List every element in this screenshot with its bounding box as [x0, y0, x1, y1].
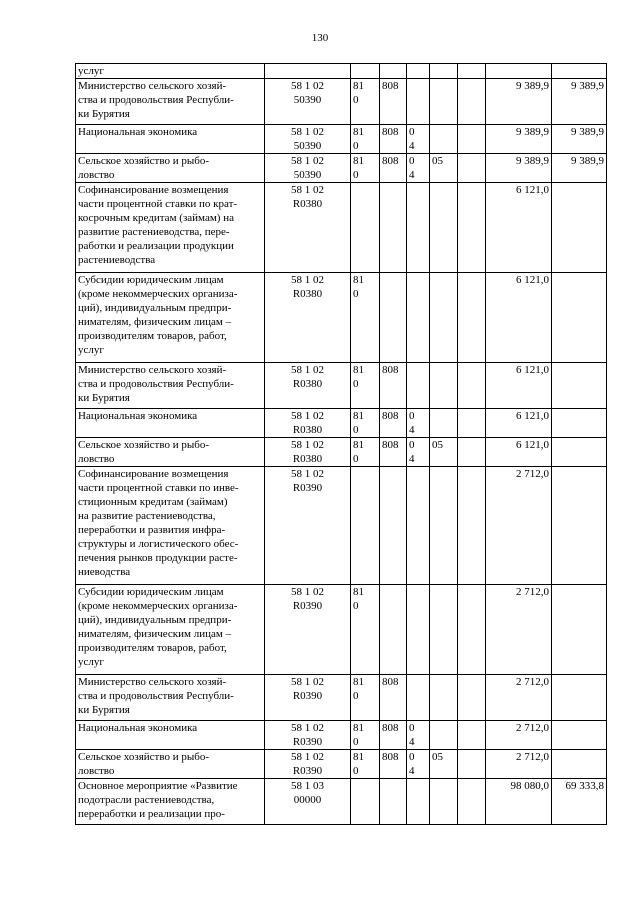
- cell-section: [407, 467, 430, 585]
- cell-amount-2: 2 712,0: [486, 721, 552, 750]
- cell-target-article: 58 1 02 50390: [265, 125, 351, 154]
- cell-target-article: 58 1 02 R0390: [265, 467, 351, 585]
- cell-subsection: [430, 721, 458, 750]
- cell-admin-code: 808: [380, 154, 407, 183]
- cell-amount-1: [458, 125, 486, 154]
- table-row: [76, 64, 607, 79]
- cell-section: 0 4: [407, 438, 430, 467]
- table-body: [76, 64, 607, 825]
- cell-subsection: 05: [430, 438, 458, 467]
- cell-target-article: 58 1 02 R0380: [265, 409, 351, 438]
- cell-target-article: 58 1 02 R0380: [265, 363, 351, 409]
- table-row: [76, 79, 607, 125]
- cell-amount-2: 6 121,0: [486, 363, 552, 409]
- cell-admin-code: 808: [380, 79, 407, 125]
- cell-admin-code: [380, 467, 407, 585]
- cell-amount-1: [458, 585, 486, 675]
- cell-target-article: 58 1 02 50390: [265, 154, 351, 183]
- cell-section: [407, 363, 430, 409]
- cell-subsection: [430, 585, 458, 675]
- cell-section: [407, 183, 430, 273]
- table-row: [76, 154, 607, 183]
- cell-name: Субсидии юридическим лицам (кроме некоммерческих организа- ций), индивидуальным предпри- нимателям, физическим лицам – производителям товаров, работ, услуг: [76, 585, 265, 675]
- cell-subsection: [430, 467, 458, 585]
- cell-expense-type: 81 0: [351, 363, 380, 409]
- cell-amount-1: [458, 750, 486, 779]
- cell-amount-3: [552, 273, 607, 363]
- cell-amount-2: 9 389,9: [486, 125, 552, 154]
- cell-amount-2: 6 121,0: [486, 183, 552, 273]
- cell-admin-code: 808: [380, 721, 407, 750]
- cell-expense-type: [351, 183, 380, 273]
- cell-amount-2: 6 121,0: [486, 438, 552, 467]
- cell-admin-code: 808: [380, 750, 407, 779]
- cell-section: 0 4: [407, 721, 430, 750]
- cell-amount-1: [458, 183, 486, 273]
- cell-target-article: 58 1 02 50390: [265, 79, 351, 125]
- cell-target-article: 58 1 02 R0390: [265, 750, 351, 779]
- cell-subsection: [430, 363, 458, 409]
- cell-section: 0 4: [407, 409, 430, 438]
- cell-target-article: [265, 64, 351, 79]
- cell-admin-code: 808: [380, 363, 407, 409]
- cell-amount-3: [552, 64, 607, 79]
- cell-section: 0 4: [407, 750, 430, 779]
- cell-amount-3: [552, 675, 607, 721]
- cell-amount-3: 69 333,8: [552, 779, 607, 825]
- cell-amount-3: 9 389,9: [552, 154, 607, 183]
- cell-amount-3: [552, 585, 607, 675]
- cell-section: 0 4: [407, 125, 430, 154]
- cell-target-article: 58 1 02 R0390: [265, 585, 351, 675]
- cell-amount-1: [458, 467, 486, 585]
- cell-amount-2: 2 712,0: [486, 750, 552, 779]
- cell-section: [407, 64, 430, 79]
- cell-amount-1: [458, 363, 486, 409]
- table-row: [76, 438, 607, 467]
- cell-name: Основное мероприятие «Развитие подотрасли растениеводства, переработки и реализации про-: [76, 779, 265, 825]
- cell-admin-code: 808: [380, 125, 407, 154]
- cell-name: Национальная экономика: [76, 409, 265, 438]
- cell-target-article: 58 1 03 00000: [265, 779, 351, 825]
- cell-name: Министерство сельского хозяй- ства и продовольствия Республи- ки Бурятия: [76, 675, 265, 721]
- cell-admin-code: 808: [380, 409, 407, 438]
- cell-subsection: [430, 675, 458, 721]
- cell-amount-3: [552, 183, 607, 273]
- cell-amount-3: 9 389,9: [552, 125, 607, 154]
- page-number: 130: [311, 32, 329, 44]
- cell-subsection: [430, 779, 458, 825]
- cell-section: [407, 585, 430, 675]
- cell-subsection: [430, 64, 458, 79]
- cell-subsection: [430, 183, 458, 273]
- cell-amount-2: 2 712,0: [486, 585, 552, 675]
- cell-section: 0 4: [407, 154, 430, 183]
- cell-amount-2: 9 389,9: [486, 79, 552, 125]
- cell-expense-type: 81 0: [351, 125, 380, 154]
- cell-name: Сельское хозяйство и рыбо- ловство: [76, 750, 265, 779]
- cell-admin-code: [380, 183, 407, 273]
- cell-expense-type: 81 0: [351, 154, 380, 183]
- cell-amount-1: [458, 438, 486, 467]
- cell-name: Софинансирование возмещения части процентной ставки по инве- стиционным кредитам (займам) на развитие растениеводства, переработки и развития инфра- структуры и логистического обес- печения рынков продукции расте- ниеводства: [76, 467, 265, 585]
- cell-subsection: 05: [430, 154, 458, 183]
- cell-subsection: [430, 79, 458, 125]
- cell-subsection: 05: [430, 750, 458, 779]
- cell-amount-1: [458, 409, 486, 438]
- cell-name: Министерство сельского хозяй- ства и продовольствия Республи- ки Бурятия: [76, 79, 265, 125]
- table-row: [76, 183, 607, 273]
- cell-amount-2: 2 712,0: [486, 467, 552, 585]
- cell-target-article: 58 1 02 R0390: [265, 675, 351, 721]
- cell-expense-type: [351, 467, 380, 585]
- cell-name: услуг: [76, 64, 265, 79]
- cell-target-article: 58 1 02 R0390: [265, 721, 351, 750]
- cell-expense-type: 81 0: [351, 438, 380, 467]
- cell-amount-1: [458, 79, 486, 125]
- cell-amount-2: 6 121,0: [486, 409, 552, 438]
- cell-admin-code: [380, 64, 407, 79]
- cell-section: [407, 779, 430, 825]
- cell-target-article: 58 1 02 R0380: [265, 273, 351, 363]
- table-row: [76, 273, 607, 363]
- cell-expense-type: 81 0: [351, 409, 380, 438]
- cell-amount-3: [552, 721, 607, 750]
- table-row: [76, 467, 607, 585]
- cell-amount-2: 9 389,9: [486, 154, 552, 183]
- table-row: [76, 675, 607, 721]
- cell-target-article: 58 1 02 R0380: [265, 438, 351, 467]
- table-row: [76, 721, 607, 750]
- cell-expense-type: 81 0: [351, 273, 380, 363]
- cell-name: Министерство сельского хозяй- ства и продовольствия Республи- ки Бурятия: [76, 363, 265, 409]
- cell-admin-code: [380, 273, 407, 363]
- cell-amount-3: [552, 363, 607, 409]
- cell-admin-code: [380, 779, 407, 825]
- cell-amount-2: 98 080,0: [486, 779, 552, 825]
- table-row: [76, 363, 607, 409]
- cell-amount-3: [552, 750, 607, 779]
- cell-expense-type: [351, 64, 380, 79]
- cell-name: Сельское хозяйство и рыбо- ловство: [76, 438, 265, 467]
- cell-subsection: [430, 409, 458, 438]
- cell-expense-type: 81 0: [351, 750, 380, 779]
- cell-amount-1: [458, 64, 486, 79]
- cell-amount-3: 9 389,9: [552, 79, 607, 125]
- cell-amount-3: [552, 467, 607, 585]
- cell-name: Национальная экономика: [76, 125, 265, 154]
- table-row: [76, 779, 607, 825]
- cell-amount-1: [458, 779, 486, 825]
- cell-amount-1: [458, 154, 486, 183]
- cell-admin-code: [380, 585, 407, 675]
- cell-expense-type: [351, 779, 380, 825]
- cell-admin-code: 808: [380, 675, 407, 721]
- cell-amount-3: [552, 409, 607, 438]
- cell-amount-2: [486, 64, 552, 79]
- cell-name: Сельское хозяйство и рыбо- ловство: [76, 154, 265, 183]
- cell-name: Софинансирование возмещения части процентной ставки по крат- косрочным кредитам (займам) на развитие растениеводства, пере- работки и реализации продукции растениеводства: [76, 183, 265, 273]
- table-row: [76, 125, 607, 154]
- cell-amount-1: [458, 721, 486, 750]
- cell-section: [407, 273, 430, 363]
- cell-section: [407, 675, 430, 721]
- table-row: [76, 409, 607, 438]
- cell-subsection: [430, 125, 458, 154]
- table-row: [76, 750, 607, 779]
- cell-amount-3: [552, 438, 607, 467]
- cell-expense-type: 81 0: [351, 585, 380, 675]
- cell-expense-type: 81 0: [351, 675, 380, 721]
- cell-subsection: [430, 273, 458, 363]
- cell-expense-type: 81 0: [351, 79, 380, 125]
- cell-amount-1: [458, 273, 486, 363]
- cell-expense-type: 81 0: [351, 721, 380, 750]
- cell-amount-1: [458, 675, 486, 721]
- table-row: [76, 585, 607, 675]
- cell-admin-code: 808: [380, 438, 407, 467]
- cell-target-article: 58 1 02 R0380: [265, 183, 351, 273]
- cell-name: Субсидии юридическим лицам (кроме некоммерческих организа- ций), индивидуальным предпри- нимателям, физическим лицам – производителям товаров, работ, услуг: [76, 273, 265, 363]
- cell-section: [407, 79, 430, 125]
- cell-amount-2: 2 712,0: [486, 675, 552, 721]
- budget-table: [75, 63, 607, 825]
- cell-amount-2: 6 121,0: [486, 273, 552, 363]
- cell-name: Национальная экономика: [76, 721, 265, 750]
